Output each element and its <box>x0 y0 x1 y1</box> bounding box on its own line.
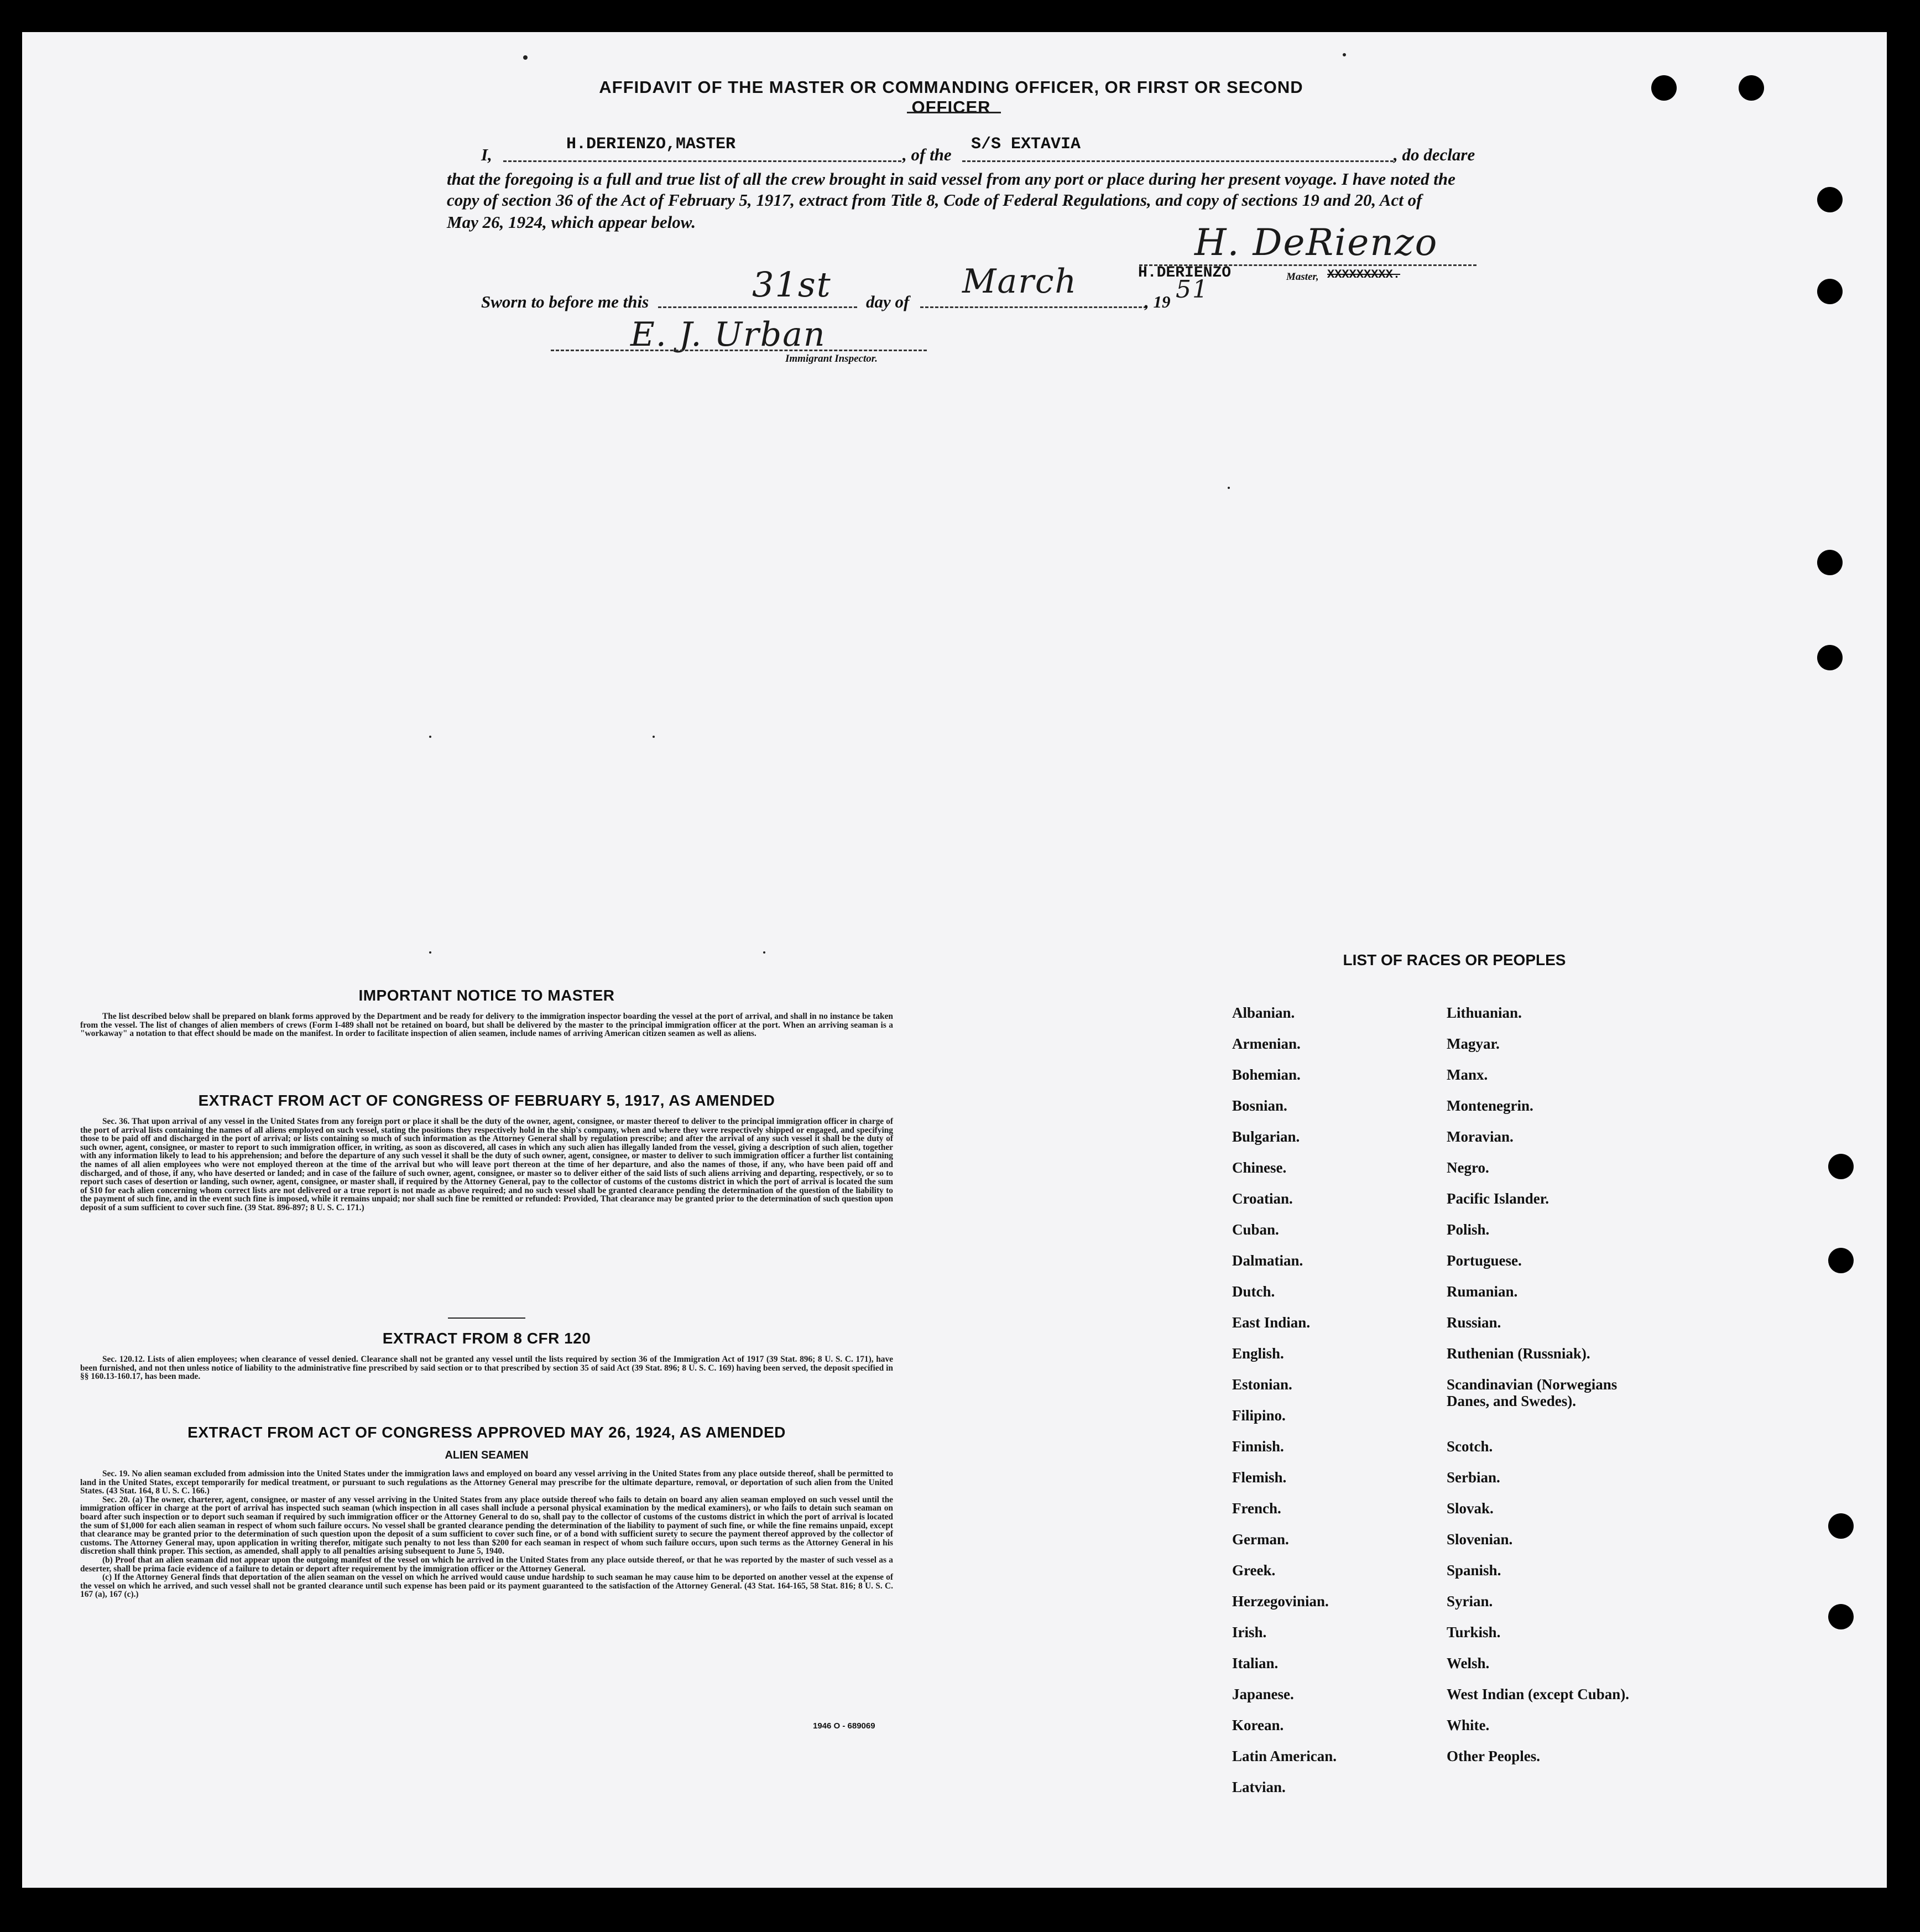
signer-title: Master, <box>1286 271 1319 283</box>
speck <box>1228 487 1230 489</box>
notice-section <box>80 987 893 1038</box>
race-item: English. <box>1232 1345 1284 1362</box>
race-item: Bosnian. <box>1232 1097 1287 1114</box>
inspector-signature: E. J. Urban <box>630 315 826 354</box>
race-item: Flemish. <box>1232 1469 1287 1486</box>
race-item: Syrian. <box>1447 1593 1493 1610</box>
punch-hole <box>1817 550 1843 575</box>
punch-hole <box>1828 1604 1854 1629</box>
punch-hole <box>1817 645 1843 670</box>
day-of-label: day of <box>866 292 910 311</box>
speck <box>653 736 655 738</box>
race-item: West Indian (except Cuban). <box>1447 1686 1630 1702</box>
extract-cfr-section <box>80 1330 893 1381</box>
race-item: German. <box>1232 1531 1289 1548</box>
race-item: Welsh. <box>1447 1655 1490 1671</box>
race-item: French. <box>1232 1500 1281 1517</box>
race-item: Chinese. <box>1232 1159 1287 1176</box>
race-item: Slovenian. <box>1447 1531 1513 1548</box>
extract-1924-section <box>80 1424 893 1599</box>
race-item: Latvian. <box>1232 1779 1286 1795</box>
race-item: Slovak. <box>1447 1500 1494 1517</box>
race-item: Montenegrin. <box>1447 1097 1533 1114</box>
print-code: 1946 O - 689069 <box>813 1721 875 1731</box>
race-item: Turkish. <box>1447 1624 1501 1641</box>
sec-20b-text: (b) Proof that an alien seaman did not appear upon the outgoing manifest of the vessel on which he arrived in the United States from any place outside thereof, or that he was reported by the master of such vessel as a deserter, shall be prima facie evidence of a failure to detain or deport after requirement by the immigration officer or the Attorney General. <box>80 1555 893 1574</box>
race-item: Magyar. <box>1447 1035 1500 1052</box>
affidavit-title: AFFIDAVIT OF THE MASTER OR COMMANDING OFFICER, OR FIRST OR SECOND OFFICER <box>599 77 1303 117</box>
race-item: Russian. <box>1447 1314 1501 1331</box>
race-item: Latin American. <box>1232 1748 1337 1764</box>
document-sheet <box>22 32 1887 1888</box>
extract-1917-heading: EXTRACT FROM ACT OF CONGRESS OF FEBRUARY 5, 1917, AS AMENDED <box>198 1092 775 1109</box>
race-item: Albanian. <box>1232 1004 1295 1021</box>
extract-cfr-text: Sec. 120.12. Lists of alien employees; when clearance of vessel denied. Clearance shall not be granted any vessel until the lists required by section 36 of the Immigration Act of 1917 (39 Stat. 896; 8 U. S. C. 171), have been furnished, and not then unless notice of liability to the administrative fine prescribed by said section or to that prescribed by section 35 of said Act (39 Stat. 896; 8 U. S. C. 169) having been served, the deposit specified in §§ 160.13-160.17, has been made. <box>80 1355 893 1382</box>
race-item: Cuban. <box>1232 1221 1279 1238</box>
sworn-month: March <box>962 262 1078 301</box>
speck <box>523 55 528 60</box>
sworn-month-underline <box>920 306 1147 308</box>
punch-hole <box>1828 1513 1854 1539</box>
i-label: I, <box>481 145 492 164</box>
race-item: Ruthenian (Russniak). <box>1447 1345 1590 1362</box>
speck <box>429 951 431 954</box>
sworn-label: Sworn to before me this <box>481 292 649 311</box>
sec-20c-text: (c) If the Attorney General finds that deportation of the alien seaman on the vessel on which he arrived would cause undue hardship to such seaman he may cause him to be deported on another vessel at the expense of the vessel on which he arrived, and such vessel shall not be granted clearance until such expense has been paid or its payment guaranteed to the satisfaction of the Attorney General. (43 Stat. 164-165, 58 Stat. 816; 8 U. S. C. 167 (a), 167 (c).) <box>80 1572 893 1600</box>
race-item: Japanese. <box>1232 1686 1294 1702</box>
punch-hole <box>1828 1248 1854 1273</box>
race-item: Italian. <box>1232 1655 1279 1671</box>
race-item: Bulgarian. <box>1232 1128 1300 1145</box>
race-item: Filipino. <box>1232 1407 1286 1424</box>
race-item: Scotch. <box>1447 1438 1493 1455</box>
race-item: Greek. <box>1232 1562 1276 1579</box>
race-item: East Indian. <box>1232 1314 1311 1331</box>
race-item: Polish. <box>1447 1221 1490 1238</box>
race-item: Dutch. <box>1232 1283 1275 1300</box>
punch-hole <box>1817 187 1843 212</box>
punch-hole <box>1739 75 1764 101</box>
race-item: Croatian. <box>1232 1190 1293 1207</box>
race-item: Herzegovinian. <box>1232 1593 1329 1610</box>
race-item: Negro. <box>1447 1159 1489 1176</box>
race-item: Rumanian. <box>1447 1283 1518 1300</box>
master-signature: H. DeRienzo <box>1194 221 1438 264</box>
race-item: Bohemian. <box>1232 1066 1301 1083</box>
extract-1917-section <box>80 1092 893 1212</box>
vessel-underline <box>962 160 1394 162</box>
extract-cfr-heading: EXTRACT FROM 8 CFR 120 <box>382 1330 591 1347</box>
name-underline <box>503 160 901 162</box>
alien-seamen-subheading: ALIEN SEAMEN <box>445 1449 529 1461</box>
typed-signer: H.DERIENZO <box>1138 264 1232 282</box>
race-item: Armenian. <box>1232 1035 1301 1052</box>
master-name: H.DERIENZO,MASTER <box>566 135 736 154</box>
race-item: Manx. <box>1447 1066 1488 1083</box>
sec-20a-text: Sec. 20. (a) The owner, charterer, agent, consignee, or master of any vessel arriving in the United States from any place outside thereof who fails to detain on board any alien seaman employed on such vessel until the immigration officer in charge at the port of arrival has inspected such seaman (which inspection in all cases shall include a personal physical examination by the medical examiners), or who fails to detain such seaman on board after such inspection or to deport such seaman if required by such immigration officer or the Attorney General to do so, shall pay to the collector of customs of the customs district in which the port of arrival is located the sum of $1,000 for each alien seaman in respect of whom such failure occurs. No vessel shall be granted clearance pending the determination of the liability to payment of such fine, or while the fine remains unpaid, except that clearance may be granted prior to the determination of such question upon the deposit of a sum sufficient to cover such fine, or of a bond with sufficient surety to secure the payment thereof approved by the collector of customs. The Attorney General may, upon application in writing therefor, mitigate such penalty to not less than $200 for each seaman in respect of whom such failure occurs, upon such terms as the Attorney General in his discretion shall think proper. This section, as amended, shall apply to all penalties arising subsequent to June 5, 1940. <box>80 1494 893 1556</box>
year-suffix: 51 <box>1176 275 1209 304</box>
race-item: White. <box>1447 1717 1490 1733</box>
declaration-line-4: May 26, 1924, which appear below. <box>447 212 696 232</box>
race-item: Estonian. <box>1232 1376 1292 1393</box>
sworn-day: 31st <box>752 264 832 305</box>
speck <box>429 736 431 738</box>
race-item: Moravian. <box>1447 1128 1514 1145</box>
punch-hole <box>1651 75 1677 101</box>
race-item: Finnish. <box>1232 1438 1284 1455</box>
do-declare-label: , do declare <box>1394 145 1475 164</box>
race-item: Portuguese. <box>1447 1252 1522 1269</box>
race-item: Korean. <box>1232 1717 1284 1733</box>
race-item: Dalmatian. <box>1232 1252 1303 1269</box>
race-item: Serbian. <box>1447 1469 1500 1486</box>
signer-struck-text: XXXXXXXXX. <box>1327 268 1401 282</box>
title-underline <box>907 112 1001 113</box>
year-prefix: , 19 <box>1145 292 1171 311</box>
race-item: Other Peoples. <box>1447 1748 1540 1764</box>
race-item: Spanish. <box>1447 1562 1501 1579</box>
declaration-line-2: that the foregoing is a full and true list of all the crew brought in said vessel from any port or place during her present voyage. I have noted the <box>447 169 1455 189</box>
race-item: Lithuanian. <box>1447 1004 1522 1021</box>
race-item: Irish. <box>1232 1624 1267 1641</box>
race-item: Scandinavian (Norwegians Danes, and Swedes). <box>1447 1376 1618 1409</box>
races-title: LIST OF RACES OR PEOPLES <box>1343 951 1566 968</box>
race-item: Pacific Islander. <box>1447 1190 1549 1207</box>
inspector-underline <box>551 350 927 351</box>
section-divider <box>448 1317 525 1319</box>
vessel-name: S/S EXTAVIA <box>971 135 1081 154</box>
notice-heading: IMPORTANT NOTICE TO MASTER <box>358 987 615 1004</box>
punch-hole <box>1828 1154 1854 1179</box>
speck <box>763 951 765 954</box>
notice-text: The list described below shall be prepared on blank forms approved by the Department and be ready for delivery to the immigration inspector boarding the vessel at the port of arrival, and shall in no instance be taken from the vessel. The list of changes of alien members of crews (Form I-489 shall not be retained on board, but shall be delivered by the master to the principal immigration officer at the port. When an arriving seaman is a "workaway" a notation to that effect should be made on the manifest. In order to facilitate inspection of alien seamen, include names of arriving American citizen seamen as well as aliens. <box>80 1012 893 1039</box>
declaration-line-3: copy of section 36 of the Act of February 5, 1917, extract from Title 8, Code of Federal Regulations, and copy of sections 19 and 20, Act of <box>447 190 1422 210</box>
extract-1924-heading: EXTRACT FROM ACT OF CONGRESS APPROVED MAY 26, 1924, AS AMENDED <box>187 1424 786 1441</box>
sworn-day-underline <box>658 306 857 308</box>
of-the-label: , of the <box>902 145 952 164</box>
inspector-label: Immigrant Inspector. <box>785 353 878 364</box>
speck <box>1343 53 1346 56</box>
extract-1917-text: Sec. 36. That upon arrival of any vessel in the United States from any foreign port or place it shall be the duty of the owner, agent, consignee, or master thereof to deliver to the principal immigration officer in charge of the port of arrival lists containing the names of all aliens employed on such vessel, stating the positions they respectively hold in the ship's company, when and where they were respectively shipped or engaged, and specifying those to be paid off and discharged in the port of arrival; or lists containing so much of such information as the Attorney General shall by regulation prescribe; and after the arrival of any such vessel it shall be the duty of such owner, agent, consignee, or master to report to such immigration officer, in writing, as soon as discovered, all cases in which any such alien has illegally landed from the vessel, giving a description of such alien, together with any information likely to lead to his apprehension; and before the departure of any such vessel it shall be the duty of such owner, agent, consignee, or master to deliver to such immigration officer a further list containing the names of all alien employees who were not employed thereon at the time of the arrival but who will leave port thereon at the time of her departure, and also the names of those, if any, who have been paid off and discharged, and of those, if any, who have deserted or landed; and in case of the failure of such owner, agent, consignee, or master so to deliver either of the said lists of such aliens arriving and departing, respectively, or so to report such cases of desertion or landing, such owner, agent, consignee, or master shall, if required by the Attorney General, pay to the collector of customs of the customs district in which the port of arrival is located the sum of $10 for each alien concerning whom correct lists are not delivered or a true report is not made as above required; and no such vessel shall be granted clearance pending the determination of the question of the liability to the payment of such fine, and in the event such fine is imposed, while it remains unpaid; nor shall such fine be remitted or refunded: Provided, That clearance may be granted prior to the determination of such question upon deposit of a sum sufficient to cover such fine. (39 Stat. 896-897; 8 U. S. C. 171.) <box>80 1117 893 1212</box>
punch-hole <box>1817 279 1843 304</box>
sec-19-text: Sec. 19. No alien seaman excluded from admission into the United States under the immigration laws and employed on board any vessel arriving in the United States from any place outside thereof, shall be permitted to land in the United States, except temporarily for medical treatment, or pursuant to such regulations as the Attorney General may prescribe for the ultimate departure, removal, or deportation of such alien from the United States. (43 Stat. 164, 8 U. S. C. 166.) <box>80 1469 893 1496</box>
